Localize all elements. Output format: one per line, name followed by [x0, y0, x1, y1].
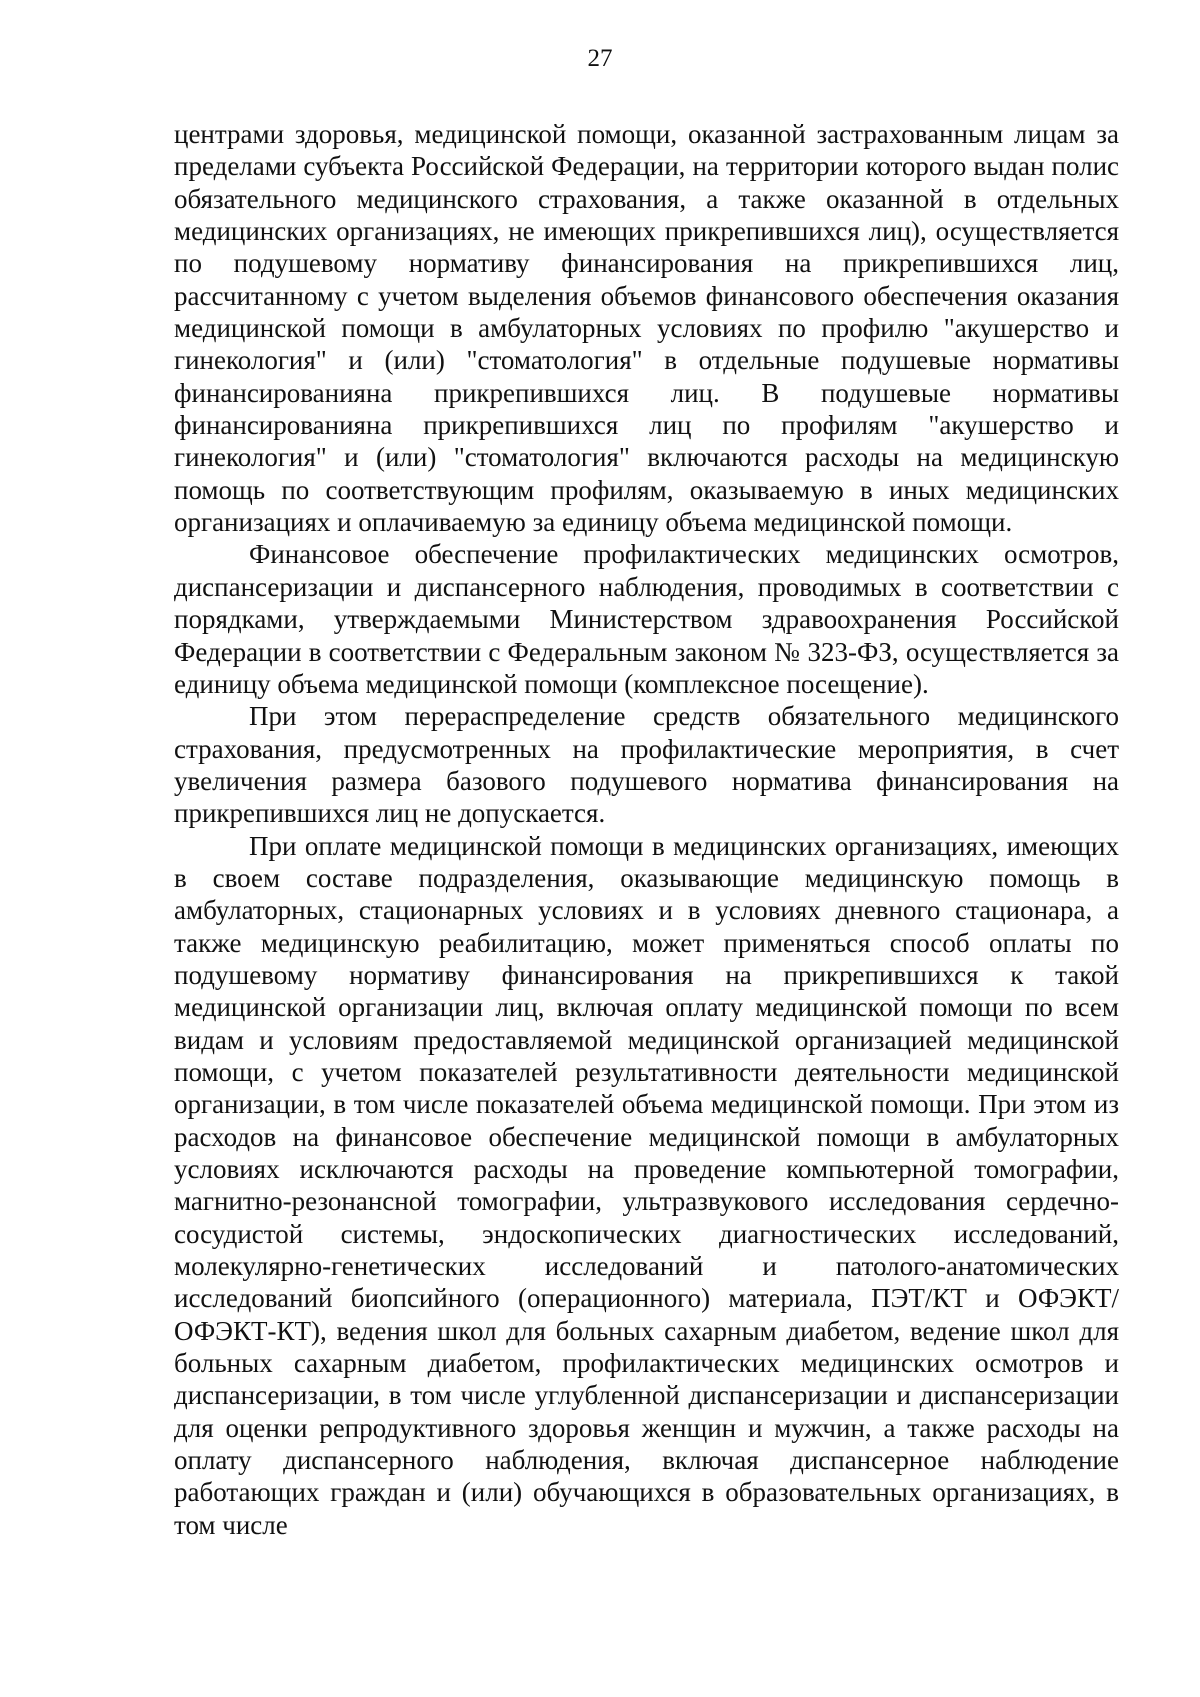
body-text: [174, 118, 1119, 1541]
page-number: 27: [587, 45, 613, 72]
paragraph: центрами здоровья, медицинской помощи, оказанной застрахованным лицам за пределами субъекта Российской Федерации, на территории которого выдан полис обязательного медицинского страхования, а также оказанной в отдельных медицинских организациях, не имеющих прикрепившихся лиц), осуществляется по подушевому нормативу финансирования на прикрепившихся лиц, рассчитанному с учетом выделения объемов финансового обеспечения оказания медицинской помощи в амбулаторных условиях по профилю "акушерство и гинекология" и (или) "стоматология" в отдельные подушевые нормативы финансированияна прикрепившихся лиц. В подушевые нормативы финансированияна прикрепившихся лиц по профилям "акушерство и гинекология" и (или) "стоматология" включаются расходы на медицинскую помощь по соответствующим профилям, оказываемую в иных медицинских организациях и оплачиваемую за единицу объема медицинской помощи.: [174, 119, 1119, 538]
paragraph: При этом перераспределение средств обязательного медицинского страхования, предусмотренных на профилактические мероприятия, в счет увеличения размера базового подушевого норматива финансирования на прикрепившихся лиц не допускается.: [174, 701, 1119, 829]
paragraph: При оплате медицинской помощи в медицинских организациях, имеющих в своем составе подразделения, оказывающие медицинскую помощь в амбулаторных, стационарных условиях и в условиях дневного стационара, а также медицинскую реабилитацию, может применяться способ оплаты по подушевому нормативу финансирования на прикрепившихся к такой медицинской организации лиц, включая оплату медицинской помощи по всем видам и условиям предоставляемой медицинской организацией медицинской помощи, с учетом показателей результативности деятельности медицинской организации, в том числе показателей объема медицинской помощи. При этом из расходов на финансовое обеспечение медицинской помощи в амбулаторных условиях исключаются расходы на проведение компьютерной томографии, магнитно-резонансной томографии, ультразвукового исследования сердечно-сосудистой системы, эндоскопических диагностических исследований, молекулярно-генетических исследований и патолого-анатомических исследований биопсийного (операционного) материала, ПЭТ/КТ и ОФЭКТ/ОФЭКТ-КТ), ведения школ для больных сахарным диабетом, ведение школ для больных сахарным диабетом, профилактических медицинских осмотров и диспансеризации, в том числе углубленной диспансеризации и диспансеризации для оценки репродуктивного здоровья женщин и мужчин, а также расходы на оплату диспансерного наблюдения, включая диспансерное наблюдение работающих граждан и (или) обучающихся в образовательных организациях, в том числе: [174, 830, 1119, 1540]
paragraph: Финансовое обеспечение профилактических медицинских осмотров, диспансеризации и диспансерного наблюдения, проводимых в соответствии с порядками, утверждаемыми Министерством здравоохранения Российской Федерации в соответствии с Федеральным законом № 323-ФЗ, осуществляется за единицу объема медицинской помощи (комплексное посещение).: [174, 539, 1119, 699]
